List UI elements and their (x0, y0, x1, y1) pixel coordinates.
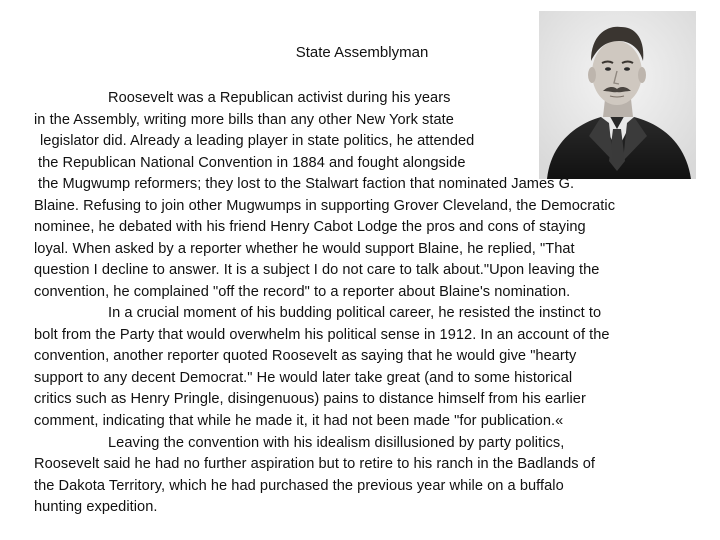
paragraph-line: Blaine. Refusing to join other Mugwumps in supporting Grover Cleveland, the Democratic (34, 198, 616, 214)
paragraph-line: convention, another reporter quoted Roosevelt as saying that he would give "hearty (34, 348, 577, 364)
paragraph-line: critics such as Henry Pringle, disingenuous) pains to distance himself from his earlier (34, 391, 586, 407)
paragraph-line: In a crucial moment of his budding political career, he resisted the instinct to (108, 305, 602, 321)
paragraph-line: the Mugwump reformers; they lost to the Stalwart faction that nominated James G. (38, 176, 575, 192)
page-title: State Assemblyman (295, 44, 429, 61)
paragraph-line: support to any decent Democrat." He would later take great (and to some historical (34, 370, 573, 386)
paragraph-line: Leaving the convention with his idealism disillusioned by party politics, (108, 435, 565, 451)
paragraph-line: loyal. When asked by a reporter whether he would support Blaine, he replied, "That (34, 241, 575, 257)
paragraph-line: Roosevelt said he had no further aspiration but to retire to his ranch in the Badlands of (34, 456, 595, 472)
paragraph-line: in the Assembly, writing more bills than any other New York state (34, 112, 454, 128)
paragraph-line: question I decline to answer. It is a subject I do not care to talk about."Upon leaving the (34, 262, 600, 278)
paragraph-line: comment, indicating that while he made it, it had not been made "for publication.« (34, 413, 564, 429)
portrait-photo-icon (539, 11, 696, 179)
paragraph-line: hunting expedition. (34, 499, 158, 515)
paragraph-line: the Dakota Territory, which he had purchased the previous year while on a buffalo (34, 478, 564, 494)
paragraph-line: legislator did. Already a leading player in state politics, he attended (40, 133, 475, 149)
paragraph-line: bolt from the Party that would overwhelm his political sense in 1912. In an account of the (34, 327, 610, 343)
paragraph-line: convention, he complained "off the record" to a reporter about Blaine's nomination. (34, 284, 571, 300)
paragraph-line: nominee, he debated with his friend Henry Cabot Lodge the pros and cons of staying (34, 219, 586, 235)
paragraph-line: the Republican National Convention in 1884 and fought alongside (38, 155, 466, 171)
paragraph-line: Roosevelt was a Republican activist during his years (108, 90, 451, 106)
portrait-photo (539, 11, 696, 179)
